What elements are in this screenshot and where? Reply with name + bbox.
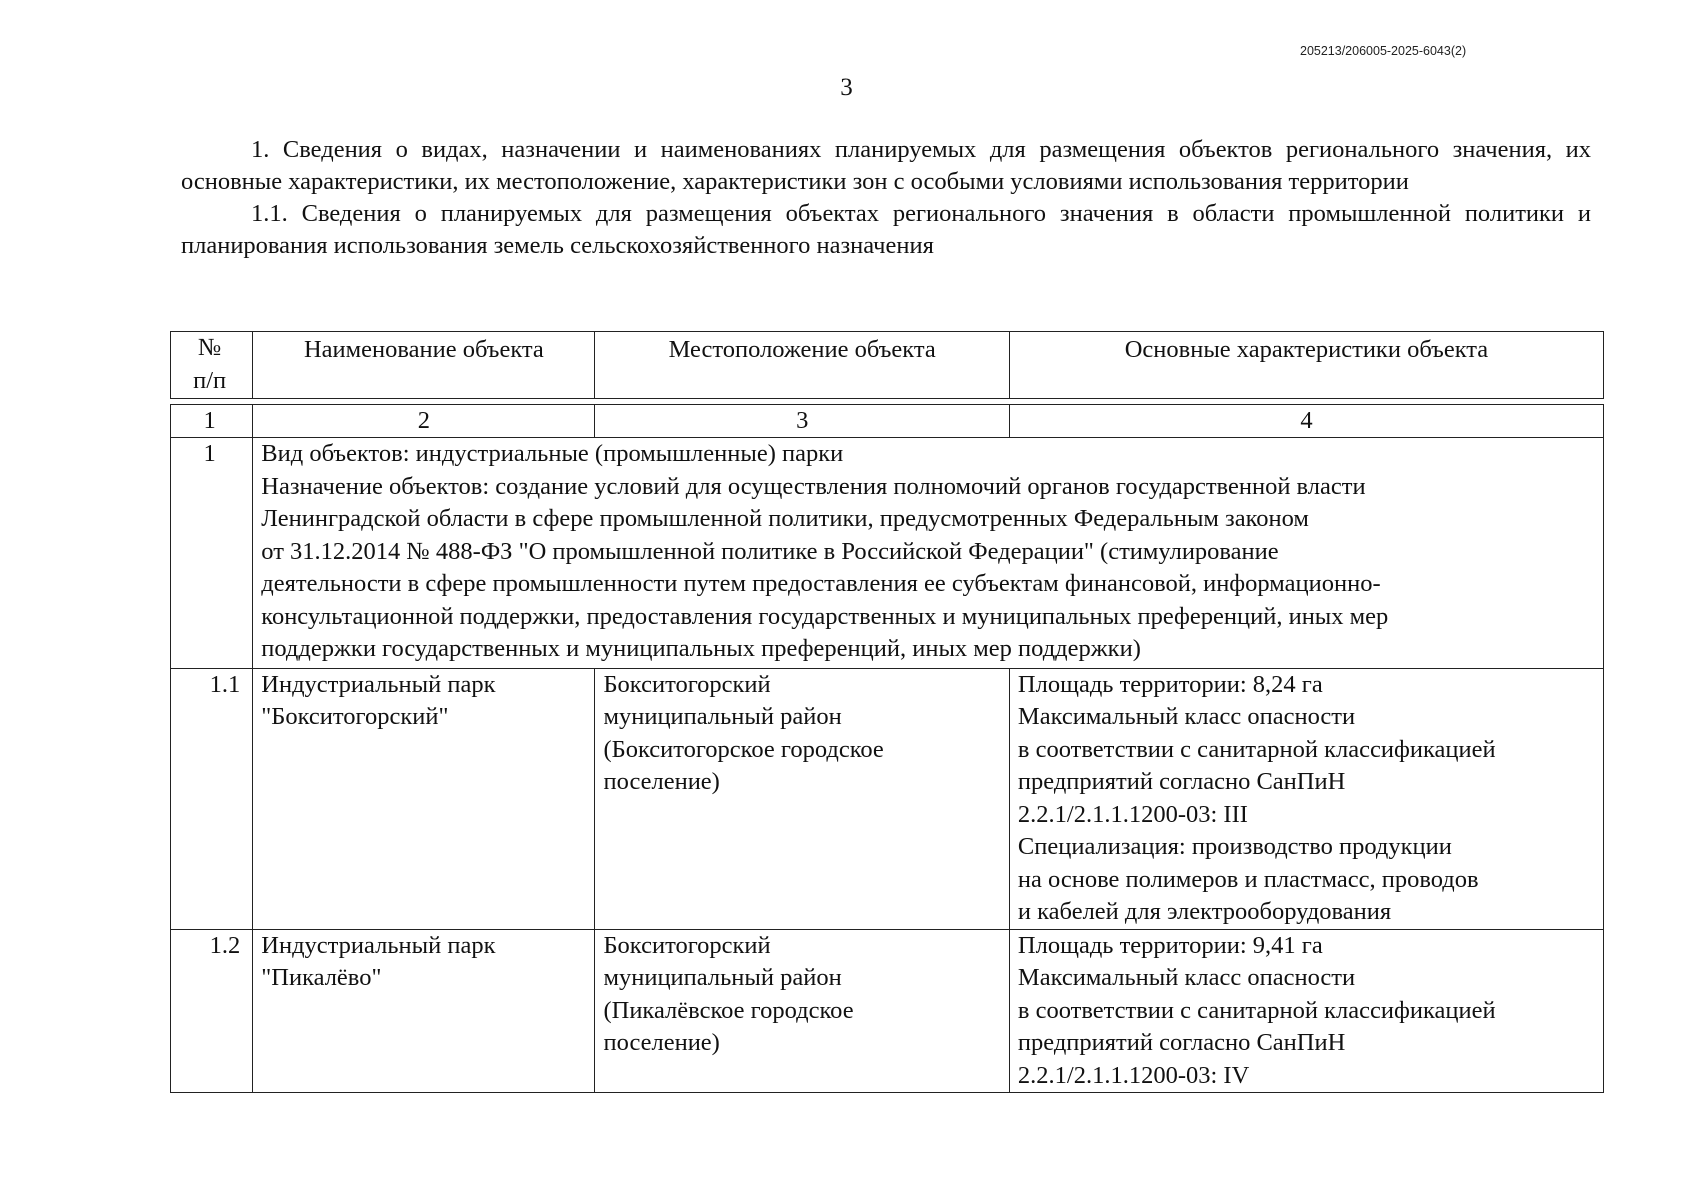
group-line: Назначение объектов: создание условий для осуществления полномочий органов государственной власти — [261, 472, 1366, 500]
header-number-line1: № — [197, 334, 222, 361]
location-line: муниципальный район — [603, 964, 842, 991]
group-line: деятельности в сфере промышленности путем предоставления ее субъектам финансовой, информационно- — [261, 570, 1381, 597]
object-location — [595, 929, 1009, 1093]
header-name: Наименование объекта — [253, 332, 595, 399]
table-header-row — [171, 332, 1604, 399]
location-line: муниципальный район — [603, 703, 842, 730]
characteristic-line: Площадь территории: 8,24 га — [1017, 670, 1323, 698]
location-line: (Пикалёвское городское — [603, 996, 854, 1024]
object-characteristics — [1009, 929, 1603, 1093]
characteristic-line: предприятий согласно СанПиН — [1017, 768, 1346, 795]
characteristic-line: в соответствии с санитарной классификацией — [1017, 735, 1496, 763]
location-line: Бокситогорский — [603, 931, 771, 959]
object-name-line: Индустриальный парк — [261, 931, 496, 959]
section-heading: 1. Сведения о видах, назначении и наименованиях планируемых для размещения объектов регионального значения, их основные характеристики, их местоположение, характеристики зон с особыми условиями использования территории — [181, 136, 1591, 195]
object-name-line: "Бокситогорский" — [261, 703, 449, 730]
intro-text — [181, 134, 1591, 262]
characteristic-line: и кабелей для электрооборудования — [1017, 898, 1392, 925]
object-name-line: "Пикалёво" — [261, 964, 382, 991]
group-line: Вид объектов: индустриальные (промышленные) парки — [261, 440, 844, 467]
header-number — [171, 332, 253, 399]
column-numbers-row — [171, 405, 1604, 438]
table-row — [171, 929, 1604, 1093]
group-number: 1 — [171, 438, 253, 669]
group-line: поддержки государственных и муниципальных преференций, иных мер поддержки) — [261, 635, 1141, 662]
location-line: (Бокситогорское городское — [603, 735, 884, 763]
group-line: консультационной поддержки, предоставления государственных и муниципальных преференций, иных мер — [261, 602, 1389, 630]
row-number: 1.2 — [171, 929, 253, 1093]
group-description — [253, 438, 1604, 669]
header-characteristics: Основные характеристики объекта — [1009, 332, 1603, 399]
characteristic-line: 2.2.1/2.1.1.1200-03: III — [1017, 800, 1248, 828]
characteristic-line: Максимальный класс опасности — [1017, 703, 1356, 730]
object-name-line: Индустриальный парк — [261, 670, 496, 698]
header-number-line2: п/п — [193, 366, 227, 394]
header-location: Местоположение объекта — [595, 332, 1009, 399]
document-number: 205213/206005-2025-6043(2) — [1300, 44, 1467, 58]
location-line: поселение) — [603, 768, 720, 795]
group-row — [171, 438, 1604, 669]
page-number: 3 — [840, 74, 853, 101]
characteristic-line: предприятий согласно СанПиН — [1017, 1029, 1346, 1056]
column-number: 3 — [595, 405, 1009, 438]
characteristic-line: Специализация: производство продукции — [1017, 833, 1452, 860]
object-name — [253, 668, 595, 929]
column-number: 4 — [1009, 405, 1603, 438]
group-line: Ленинградской области в сфере промышленной политики, предусмотренных Федеральным законом — [261, 505, 1309, 532]
column-number: 2 — [253, 405, 595, 438]
object-characteristics — [1009, 668, 1603, 929]
characteristic-line: Площадь территории: 9,41 га — [1017, 931, 1323, 959]
characteristic-line: в соответствии с санитарной классификацией — [1017, 996, 1496, 1024]
row-number: 1.1 — [171, 668, 253, 929]
object-location — [595, 668, 1009, 929]
characteristic-line: Максимальный класс опасности — [1017, 964, 1356, 991]
objects-table — [170, 331, 1604, 1093]
characteristic-line: на основе полимеров и пластмасс, проводов — [1017, 865, 1479, 893]
group-line: от 31.12.2014 № 488-ФЗ "О промышленной политике в Российской Федерации" (стимулирование — [261, 537, 1279, 565]
characteristic-line: 2.2.1/2.1.1.1200-03: IV — [1017, 1061, 1250, 1089]
table-row — [171, 668, 1604, 929]
column-number: 1 — [171, 405, 253, 438]
location-line: поселение) — [603, 1029, 720, 1056]
location-line: Бокситогорский — [603, 670, 771, 698]
subsection-heading: 1.1. Сведения о планируемых для размещения объектах регионального значения в области промышленной политики и планирования использования земель сельскохозяйственного назначения — [181, 200, 1591, 259]
object-name — [253, 929, 595, 1093]
